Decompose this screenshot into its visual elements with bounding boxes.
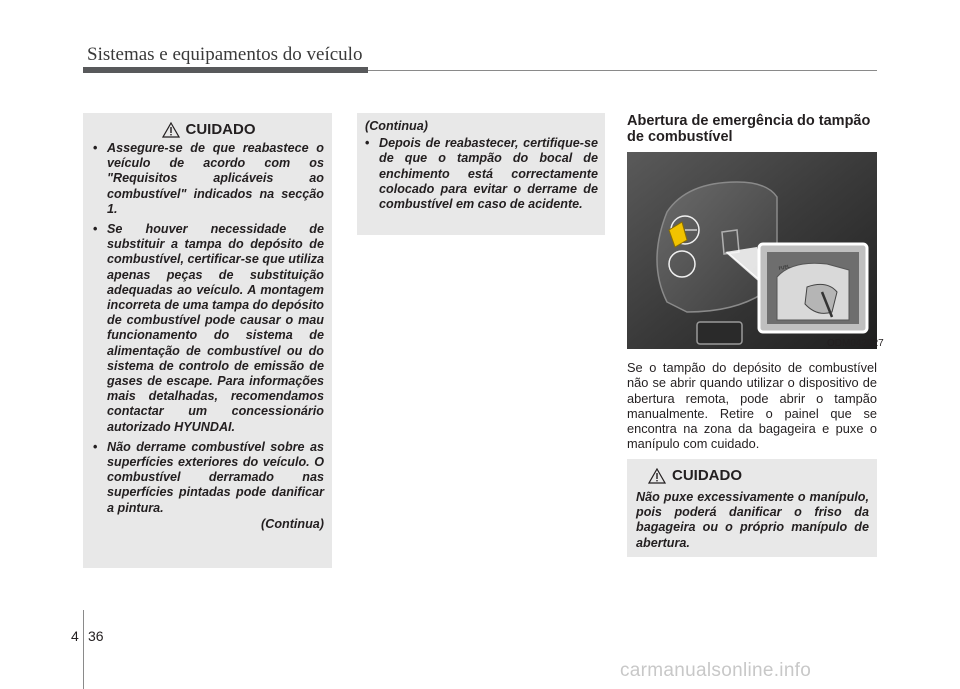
caution-text: Não puxe excessivamente o manípulo, pois poderá danificar o friso da bagageira ou o próprio manípulo de abertura. xyxy=(636,490,869,550)
list-item: • Não derrame combustível sobre as superfícies exteriores do veículo. O combustível derramado nas superfícies pintadas pode danificar a pintura. xyxy=(93,440,324,516)
caution-label: CUIDADO xyxy=(185,121,256,138)
body-paragraph: Se o tampão do depósito de combustível não se abrir quando utilizar o dispositivo de abertura remota, pode abrir o tampão manualmente. Retire o painel que se encontra na zona da bagageira e puxe o manípulo com cuidado. xyxy=(627,360,877,452)
continued-label: (Continua) xyxy=(365,119,428,133)
warning-triangle-icon xyxy=(648,468,666,484)
page-divider xyxy=(83,610,84,689)
figure-inset-label: FUEL xyxy=(778,264,791,272)
caution-box-left xyxy=(83,113,332,568)
caution-heading xyxy=(93,121,324,138)
warning-triangle-icon xyxy=(162,122,180,138)
caution-heading xyxy=(636,467,869,484)
header-rule-thin xyxy=(368,70,877,71)
figure-code: ODM042027 xyxy=(827,338,884,349)
continues-label: (Continua) xyxy=(261,516,324,531)
watermark: carmanualsonline.info xyxy=(620,660,812,681)
caution-list xyxy=(365,136,598,212)
caution-label: CUIDADO xyxy=(672,467,742,484)
list-item: • Se houver necessidade de substituir a tampa do depósito de combustível, certificar-se que utiliza apenas peças de substituição adequadas ao veículo. A montagem incorreta de uma tampa do depósito de combustível pode causar o mau funcionamento do sistema de alimentação de combustível ou do sistema de controlo de emissão de gases de escape. Para informações mais detalhadas, recomendamos contactar um concessionário autorizado HYUNDAI. xyxy=(93,222,324,435)
page-number: 36 xyxy=(88,628,104,644)
list-item: • Assegure-se de que reabastece o veículo de acordo com os "Requisitos aplicáveis ao combustível" indicados na secção 1. xyxy=(93,141,324,217)
page-header-title: Sistemas e equipamentos do veículo xyxy=(87,44,363,65)
section-title: Abertura de emergência do tampão de combustível xyxy=(627,113,871,145)
list-item: • Depois de reabastecer, certifique-se de que o tampão do bocal de enchimento está correctamente colocado para evitar o derrame de combustível em caso de acidente. xyxy=(365,136,598,212)
caution-box-right xyxy=(627,459,877,557)
caution-box-continued xyxy=(357,113,605,235)
header-rule-thick xyxy=(83,67,368,73)
chapter-number: 4 xyxy=(71,628,79,644)
fuel-filler-emergency-release-figure xyxy=(627,152,877,349)
caution-list xyxy=(93,141,324,516)
